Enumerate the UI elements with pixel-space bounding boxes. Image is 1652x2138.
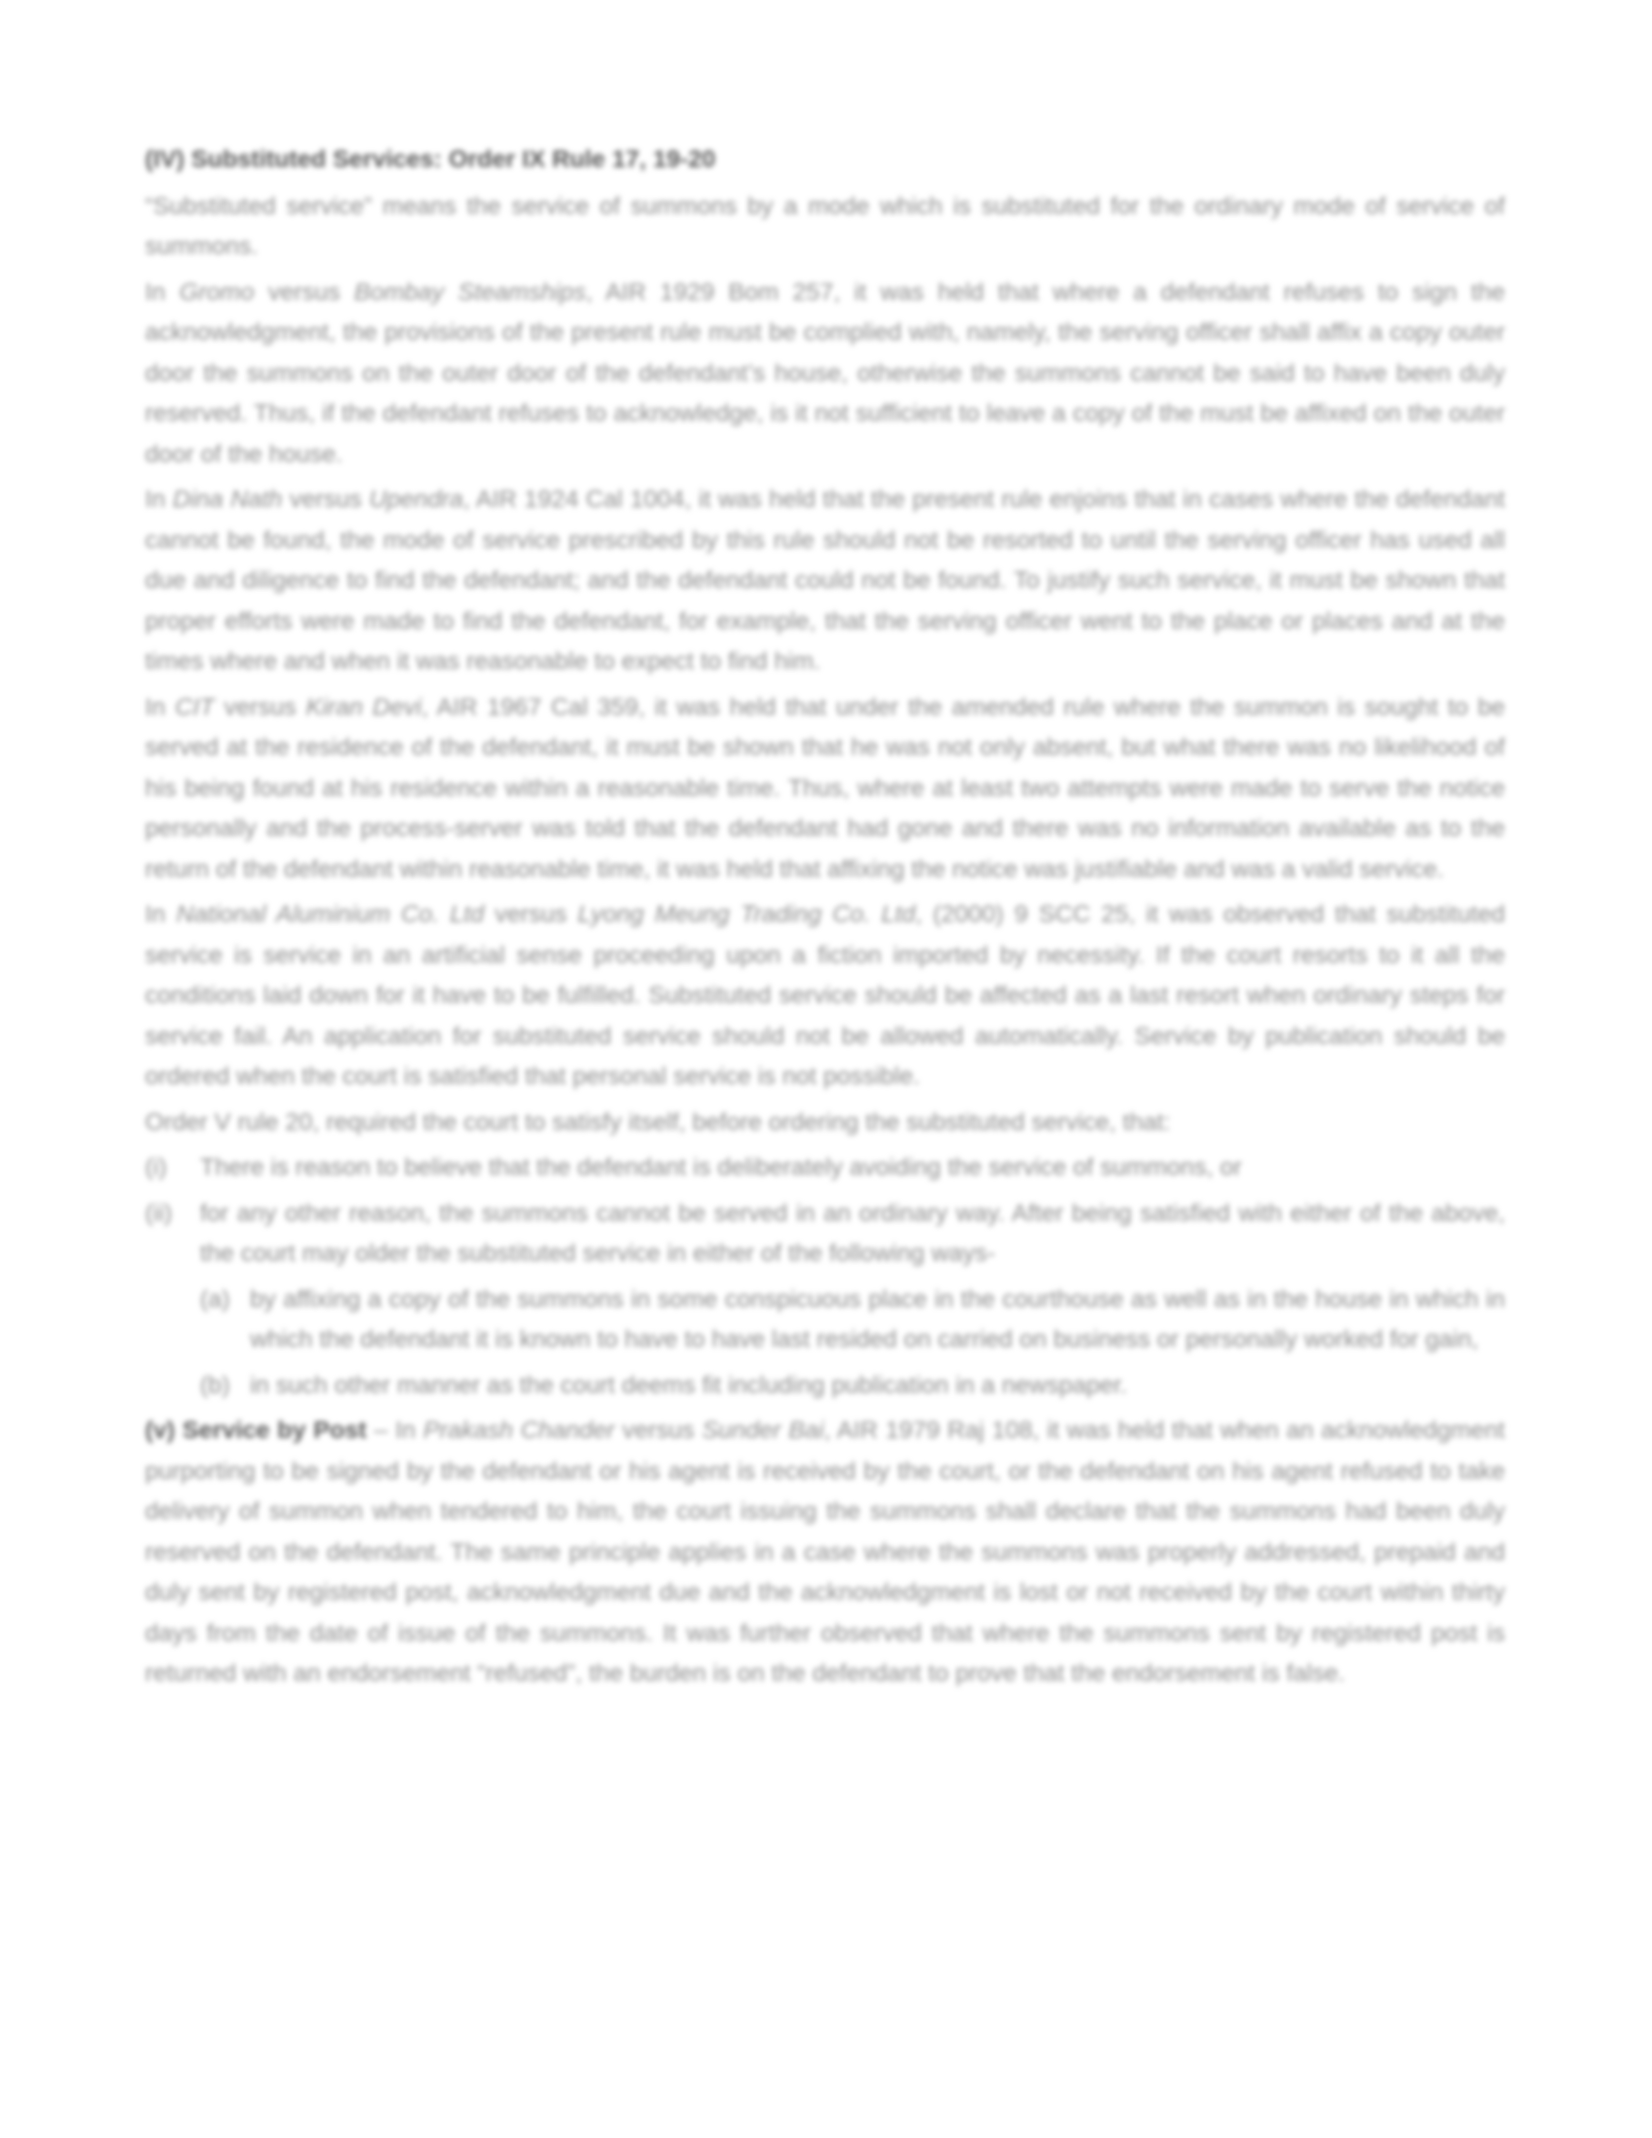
case-party-b: Bombay Steamships	[354, 278, 586, 306]
case-party-b: Lyong Meung Trading Co. Ltd	[577, 901, 916, 928]
case-versus: versus	[214, 693, 306, 721]
case-intro: – In	[366, 1417, 424, 1444]
sublist-item-text: by affixing a copy of the summons in some conspicuous place in the courthouse as well as in the house in which in which the defendant it is known to have to have last resided on carried on business or personally worked for gain,	[250, 1285, 1505, 1353]
definition-paragraph: “Substituted service” means the service of summons by a mode which is substituted for the ordinary mode of service of summons.	[145, 192, 1505, 260]
sublist-item	[200, 1366, 1505, 1407]
list-item-text: There is reason to believe that the defendant is deliberately avoiding the service of summons, or	[200, 1154, 1242, 1181]
case-intro: In	[145, 693, 175, 721]
section-heading: (IV) Substituted Services: Order IX Rule 17, 19-20	[145, 146, 716, 173]
case-text: , AIR 1924 Cal 1004, it was held that the present rule enjoins that in cases where the defendant cannot be found, the mode of service prescribed by this rule should not be resorted to until the serving officer has used all due and diligence to find the defendant; and the defendant could not be found. To justify such service, it must be shown that proper efforts were made to find the defendant, for example, that the serving officer went to the place or places and at the times where and when it was reasonable to expect to find him.	[145, 486, 1506, 675]
case-party-a: Dina Nath	[172, 486, 283, 513]
case-party-b: Upendra	[369, 486, 464, 513]
case-intro: In	[145, 901, 177, 928]
list-item	[145, 1194, 1505, 1275]
case-versus: versus	[614, 1417, 702, 1444]
sublist-item-letter: (a)	[200, 1285, 230, 1313]
case-party-b: Sunder Bai	[701, 1417, 824, 1444]
sublist-item-text: in such other manner as the court deems fit including publication in a newspaper.	[250, 1371, 1128, 1399]
document-page	[145, 140, 1505, 1700]
case-text: , (2000) 9 SCC 25, it was observed that substituted service is service in an artificial sense proceeding upon a fiction imported by necessity. If the court resorts to it all the conditions laid down for it have to be fulfilled. Substituted service should be affected as a last resort when ordinary steps for service fail. An application for substituted service should not be allowed automatically. Service by publication should be ordered when the court is satisfied that personal service is not possible.	[145, 901, 1506, 1090]
case-intro: In	[145, 278, 180, 306]
case-text: , AIR 1929 Bom 257, it was held that where a defendant refuses to sign the acknowledgment, the provisions of the present rule must be complied with, namely, the serving officer shall affix a copy outer door the summons on the outer door of the defendant’s house, otherwise the summons cannot be said to have been duly reserved. Thus, if the defendant refuses to acknowledge, is it not sufficient to leave a copy of the must be affixed on the outer door of the house.	[145, 278, 1506, 468]
case-versus: versus	[282, 486, 370, 513]
case-versus: versus	[254, 278, 355, 306]
case-party-a: CIT	[175, 693, 215, 721]
list-item-number: (ii)	[145, 1199, 173, 1227]
case-text: , AIR 1979 Raj 108, it was held that when an acknowledgment purporting to be signed by the defendant or his agent is received by the court, or the defendant on his agent refused to take delivery of summon when tendered to him, the court issuing the summons shall declare that the summons had been duly reserved on the defendant. The same principle applies in a case where the summons was properly addressed, prepaid and duly sent by registered post, acknowledgment due and the acknowledgment is lost or not received by the court within thirty days from the date of issue of the summons. It was further observed that where the summons sent by registered post is returned with an endorsement “refused”, the burden is on the defendant to prove that the endorsement is false.	[145, 1417, 1505, 1687]
order-v-paragraph: Order V rule 20, required the court to satisfy itself, before ordering the substituted service, that:	[145, 1108, 1171, 1136]
case-party-b: Kiran Devi	[305, 693, 422, 721]
case-versus: versus	[483, 901, 578, 928]
case-paragraph-national-aluminium	[145, 895, 1505, 1098]
case-intro: In	[145, 486, 173, 513]
case-party-a: National Aluminium Co. Ltd	[176, 901, 484, 928]
case-paragraph-dina-nath	[145, 480, 1505, 683]
list-item-text: for any other reason, the summons cannot be served in an ordinary way. After being satisfied with either of the above, the court may older the substituted service in either of the following ways-	[200, 1199, 1505, 1267]
case-party-a: Prakash Chander	[423, 1417, 615, 1444]
list-item	[145, 1148, 1505, 1189]
list-item-number: (i)	[145, 1154, 167, 1181]
case-party-a: Gromo	[179, 278, 255, 306]
service-by-post-paragraph	[145, 1411, 1505, 1695]
sublist-item-letter: (b)	[200, 1371, 230, 1399]
sublist-item	[200, 1280, 1505, 1361]
case-paragraph-gromo	[145, 273, 1505, 476]
case-paragraph-cit	[145, 688, 1505, 891]
case-text: , AIR 1967 Cal 359, it was held that under the amended rule where the summon is sought to be served at the residence of the defendant, it must be shown that he was not only absent, but what there was no likelihood of his being found at his residence within a reasonable time. Thus, where at least two attempts were made to serve the notice personally and the process-server was told that the defendant had gone and there was no information available as to the return of the defendant within reasonable time, it was held that affixing the notice was justifiable and was a valid service.	[145, 693, 1505, 883]
service-by-post-label: (v) Service by Post	[145, 1417, 367, 1444]
